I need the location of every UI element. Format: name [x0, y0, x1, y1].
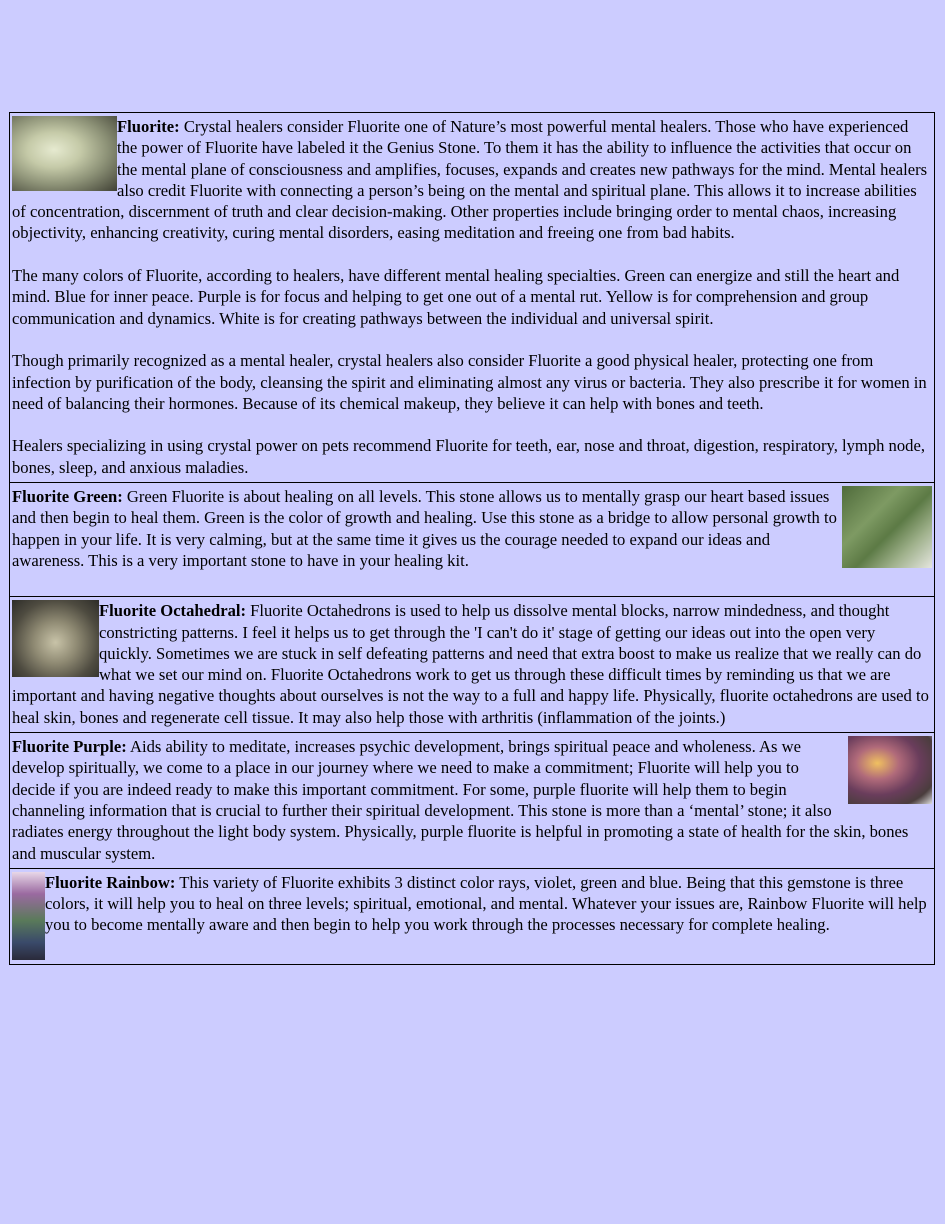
section-title: Fluorite Rainbow:: [45, 872, 176, 892]
section-paragraph: Healers specializing in using crystal power on pets recommend Fluorite for teeth, ear, nose and throat, digestion, respiratory, lymph node, bones, sleep, and anxious maladies.: [12, 436, 925, 477]
section-paragraph: Fluorite Octahedral: Fluorite Octahedrons is used to help us dissolve mental blocks, narrow mindedness, and thought constricting patterns. I feel it helps us to get through the 'I can't do it' stage of getting our ideas out into the open very quickly. Sometimes we are stuck in self defeating patterns and need that extra boost to make us realize that we really can do what we set our mind on. Fluorite Octahedrons work to get us through these difficult times by reminding us that we are important and having negative thoughts about ourselves is not the way to a full and happy life. Physically, fluorite octahedrons are used to heal skin, bones and regenerate cell tissue. It may also help those with arthritis (inflammation of the joints.): [12, 601, 929, 727]
section-fluorite-purple: [10, 733, 934, 869]
section-fluorite-green: [10, 483, 934, 597]
rainbow-fluorite-photo: [12, 872, 45, 960]
section-paragraph: Fluorite Green: Green Fluorite is about healing on all levels. This stone allows us to mentally grasp our heart based issues and then begin to heal them. Green is the color of growth and healing. Use this stone as a bridge to allow personal growth to happen in your life. It is very calming, but at the same time it gives us the courage needed to expand our ideas and awareness. This is a very important stone to have in your healing kit.: [12, 487, 837, 570]
section-paragraph: Fluorite Purple: Aids ability to meditate, increases psychic development, brings spiritual peace and wholeness. As we develop spiritually, we come to a place in our journey where we need to make a commitment; Fluorite will help you to decide if you are indeed ready to make this important commitment. For some, purple fluorite will help them to begin channeling information that is crucial to further their spiritual development. This stone is more than a ‘mental’ stone; it also radiates energy throughout the light body system. Physically, purple fluorite is helpful in promoting a state of health for the skin, bones and muscular system.: [12, 737, 909, 863]
section-fluorite: [10, 113, 934, 483]
section-fluorite-rainbow: [10, 869, 934, 964]
section-title: Fluorite Purple:: [12, 737, 127, 757]
fluorite-content-table: [9, 112, 935, 965]
section-paragraph: Fluorite: Crystal healers consider Fluorite one of Nature’s most powerful mental healers. Those who have experienced the power of Fluorite have labeled it the Genius Stone. To them it has the ability to influence the activities that occur on the mental plane of consciousness and amplifies, focuses, expands and creates new pathways for the mind. Mental healers also credit Fluorite with connecting a person’s being on the mental and spiritual plane. This allows it to increase abilities of concentration, discernment of truth and clear decision-making. Other properties include bringing order to mental chaos, increasing objectivity, enhancing creativity, curing mental disorders, easing meditation and freeing one from bad habits.: [12, 117, 928, 243]
section-paragraph: Though primarily recognized as a mental healer, crystal healers also consider Fluorite a good physical healer, protecting one from infection by purification of the body, cleansing the spirit and eliminating almost any virus or bacteria. They also prescribe it for women in need of balancing their hormones. Because of its chemical makeup, they believe it can help with bones and teeth.: [12, 351, 927, 413]
section-fluorite-octahedral: [10, 597, 934, 733]
section-title: Fluorite Green:: [12, 487, 123, 507]
section-paragraph: The many colors of Fluorite, according to healers, have different mental healing specialties. Green can energize and still the heart and mind. Blue for inner peace. Purple is for focus and helping to get one out of a mental rut. Yellow is for comprehension and group communication and dynamics. White is for creating pathways between the individual and universal spirit.: [12, 266, 900, 328]
section-title: Fluorite:: [117, 117, 180, 136]
green-fluorite-photo: [842, 486, 932, 568]
octahedral-fluorite-photo: [12, 600, 99, 677]
section-paragraph: Fluorite Rainbow: This variety of Fluorite exhibits 3 distinct color rays, violet, green and blue. Being that this gemstone is three colors, it will help you to heal on three levels; spiritual, emotional, and mental. Whatever your issues are, Rainbow Fluorite will help you to become mentally aware and then begin to help you work through the processes necessary for complete healing.: [45, 872, 927, 935]
purple-fluorite-photo: [848, 736, 932, 804]
section-title: Fluorite Octahedral:: [99, 601, 247, 621]
fluorite-crystal-photo: [12, 116, 117, 191]
